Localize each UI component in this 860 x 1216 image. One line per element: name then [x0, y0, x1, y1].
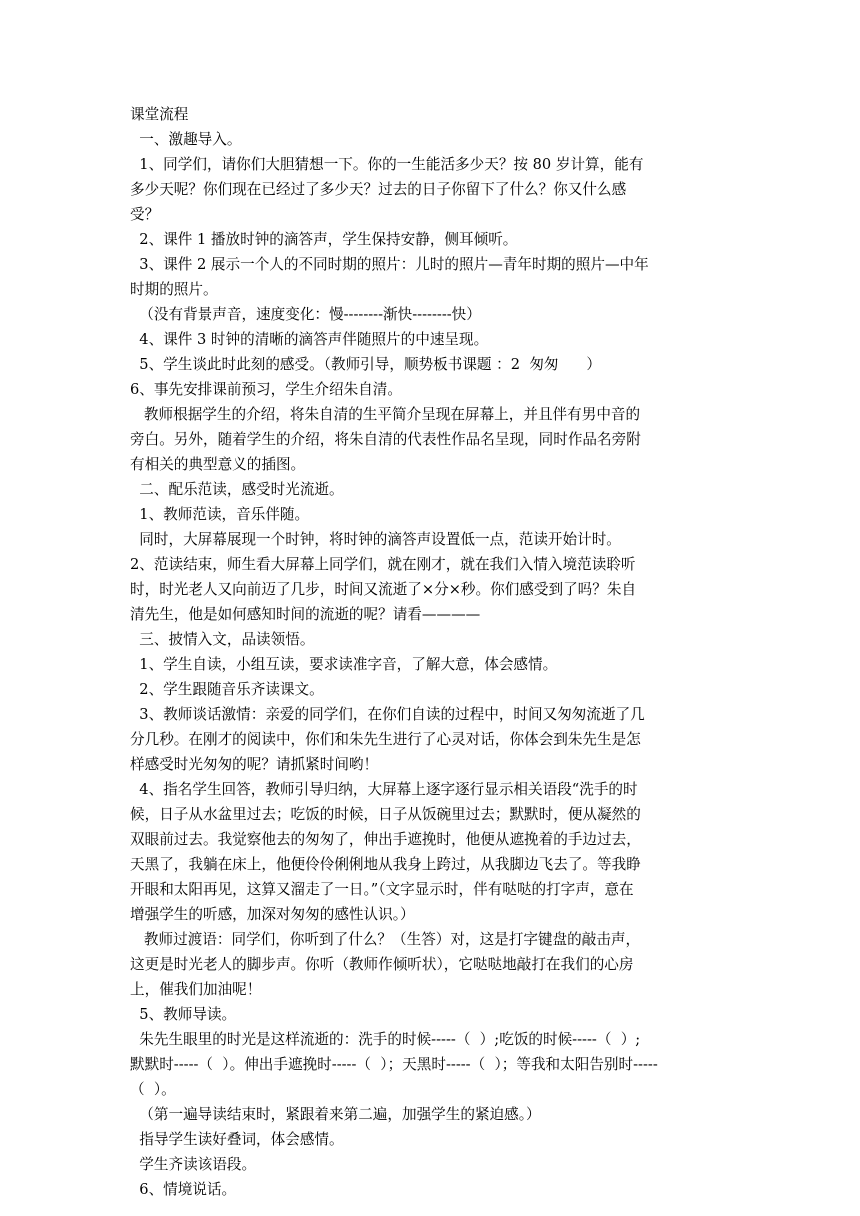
paragraph-line: 多少天呢？你们现在已经过了多少天？过去的日子你留下了什么？你又什么感 [130, 181, 627, 198]
paragraph-line: （ ）。 [130, 1081, 176, 1098]
paragraph-line: 开眼和太阳再见，这算又溜走了一日。”（文字显示时，伴有哒哒的打字声，意在 [130, 881, 634, 898]
paragraph-line: 5、教师导读。 [130, 1006, 237, 1023]
paragraph-line: 受？ [130, 206, 160, 223]
paragraph-line: 增强学生的听感，加深对匆匆的感性认识。） [130, 906, 415, 923]
doc-title: 课堂流程 [130, 106, 189, 123]
section-heading: 三、披情入文，品读领悟。 [130, 631, 315, 648]
paragraph-line: 2、学生跟随音乐齐读课文。 [130, 681, 324, 698]
paragraph-line: （没有背景声音，速度变化：慢--------渐快--------快） [130, 306, 481, 323]
paragraph-line: 清先生，他是如何感知时间的流逝的呢？请看———— [130, 606, 481, 623]
paragraph-line: 同时，大屏幕展现一个时钟，将时钟的滴答声设置低一点，范读开始计时。 [130, 531, 621, 548]
paragraph-line: 默默时-----（ ）。伸出手遮挽时-----（ ）；天黑时-----（ ）；等我和太阳告别时----- [130, 1056, 658, 1073]
paragraph-line: 教师根据学生的介绍，将朱自清的生平简介呈现在屏幕上，并且伴有男中音的 [130, 406, 641, 423]
paragraph-line: 旁白。另外，随着学生的介绍，将朱自清的代表性作品名呈现，同时作品名旁附 [130, 431, 641, 448]
section-heading: 一、激趣导入。 [130, 131, 242, 148]
paragraph-line: 有相关的典型意义的插图。 [130, 456, 306, 473]
paragraph-line: 天黑了，我躺在床上，他便伶伶俐俐地从我身上跨过，从我脚边飞去了。等我睁 [130, 856, 641, 873]
paragraph-line: 学生齐读该语段。 [130, 1156, 257, 1173]
paragraph-line: 样感受时光匆匆的呢？请抓紧时间哟！ [130, 756, 379, 773]
paragraph-line: 3、教师谈话激情：亲爱的同学们，在你们自读的过程中，时间又匆匆流逝了几 [130, 706, 645, 723]
paragraph-line: 这更是时光老人的脚步声。你听（教师作倾听状），它哒哒地敲打在我们的心房 [130, 956, 634, 973]
paragraph-line: 6、事先安排课前预习，学生介绍朱自清。 [130, 381, 402, 398]
paragraph-line: 分几秒。在刚才的阅读中，你们和朱先生进行了心灵对话，你体会到朱先生是怎 [130, 731, 641, 748]
paragraph-line: 2、范读结束，师生看大屏幕上同学们，就在刚才，就在我们入情入境范读聆听 [130, 556, 636, 573]
paragraph-line: 1、学生自读，小组互读，要求读准字音，了解大意，体会感情。 [130, 656, 558, 673]
paragraph-line: 4、指名学生回答，教师引导归纳，大屏幕上逐字逐行显示相关语段“洗手的时 [130, 781, 638, 798]
paragraph-line: 6、情境说话。 [130, 1181, 237, 1198]
paragraph-line: （第一遍导读结束时，紧跟着来第二遍，加强学生的紧迫感。） [130, 1106, 541, 1123]
paragraph-line: 上，催我们加油呢！ [130, 981, 262, 998]
paragraph-line: 1、同学们，请你们大胆猜想一下。你的一生能活多少天？按 80 岁计算，能有 [130, 156, 644, 173]
paragraph-line: 指导学生读好叠词，体会感情。 [130, 1131, 344, 1148]
paragraph-line: 2、课件 1 播放时钟的滴答声，学生保持安静，侧耳倾听。 [130, 231, 518, 248]
paragraph-line: 4、课件 3 时钟的清晰的滴答声伴随照片的中速呈现。 [130, 331, 489, 348]
paragraph-line: 5、学生谈此时此刻的感受。（教师引导，顺势板书课题 ：2 匆匆 ） [130, 356, 601, 373]
section-heading: 二、配乐范读，感受时光流逝。 [130, 481, 344, 498]
paragraph-line: 时期的照片。 [130, 281, 218, 298]
paragraph-line: 朱先生眼里的时光是这样流逝的：洗手的时候-----（ ）;吃饭的时候-----（ ）; [130, 1031, 641, 1048]
paragraph-line: 教师过渡语：同学们，你听到了什么？（生答）对，这是打字键盘的敲击声， [130, 931, 641, 948]
paragraph-line: 3、课件 2 展示一个人的不同时期的照片：儿时的照片—青年时期的照片—中年 [130, 256, 649, 273]
paragraph-line: 候，日子从水盆里过去；吃饭的时候，日子从饭碗里过去；默默时，便从凝然的 [130, 806, 641, 823]
paragraph-line: 1、教师范读，音乐伴随。 [130, 506, 310, 523]
paragraph-line: 双眼前过去。我觉察他去的匆匆了，伸出手遮挽时，他便从遮挽着的手边过去， [130, 831, 641, 848]
document-body [130, 102, 730, 1202]
paragraph-line: 时，时光老人又向前迈了几步，时间又流逝了×分×秒。你们感受到了吗？朱自 [130, 581, 637, 598]
